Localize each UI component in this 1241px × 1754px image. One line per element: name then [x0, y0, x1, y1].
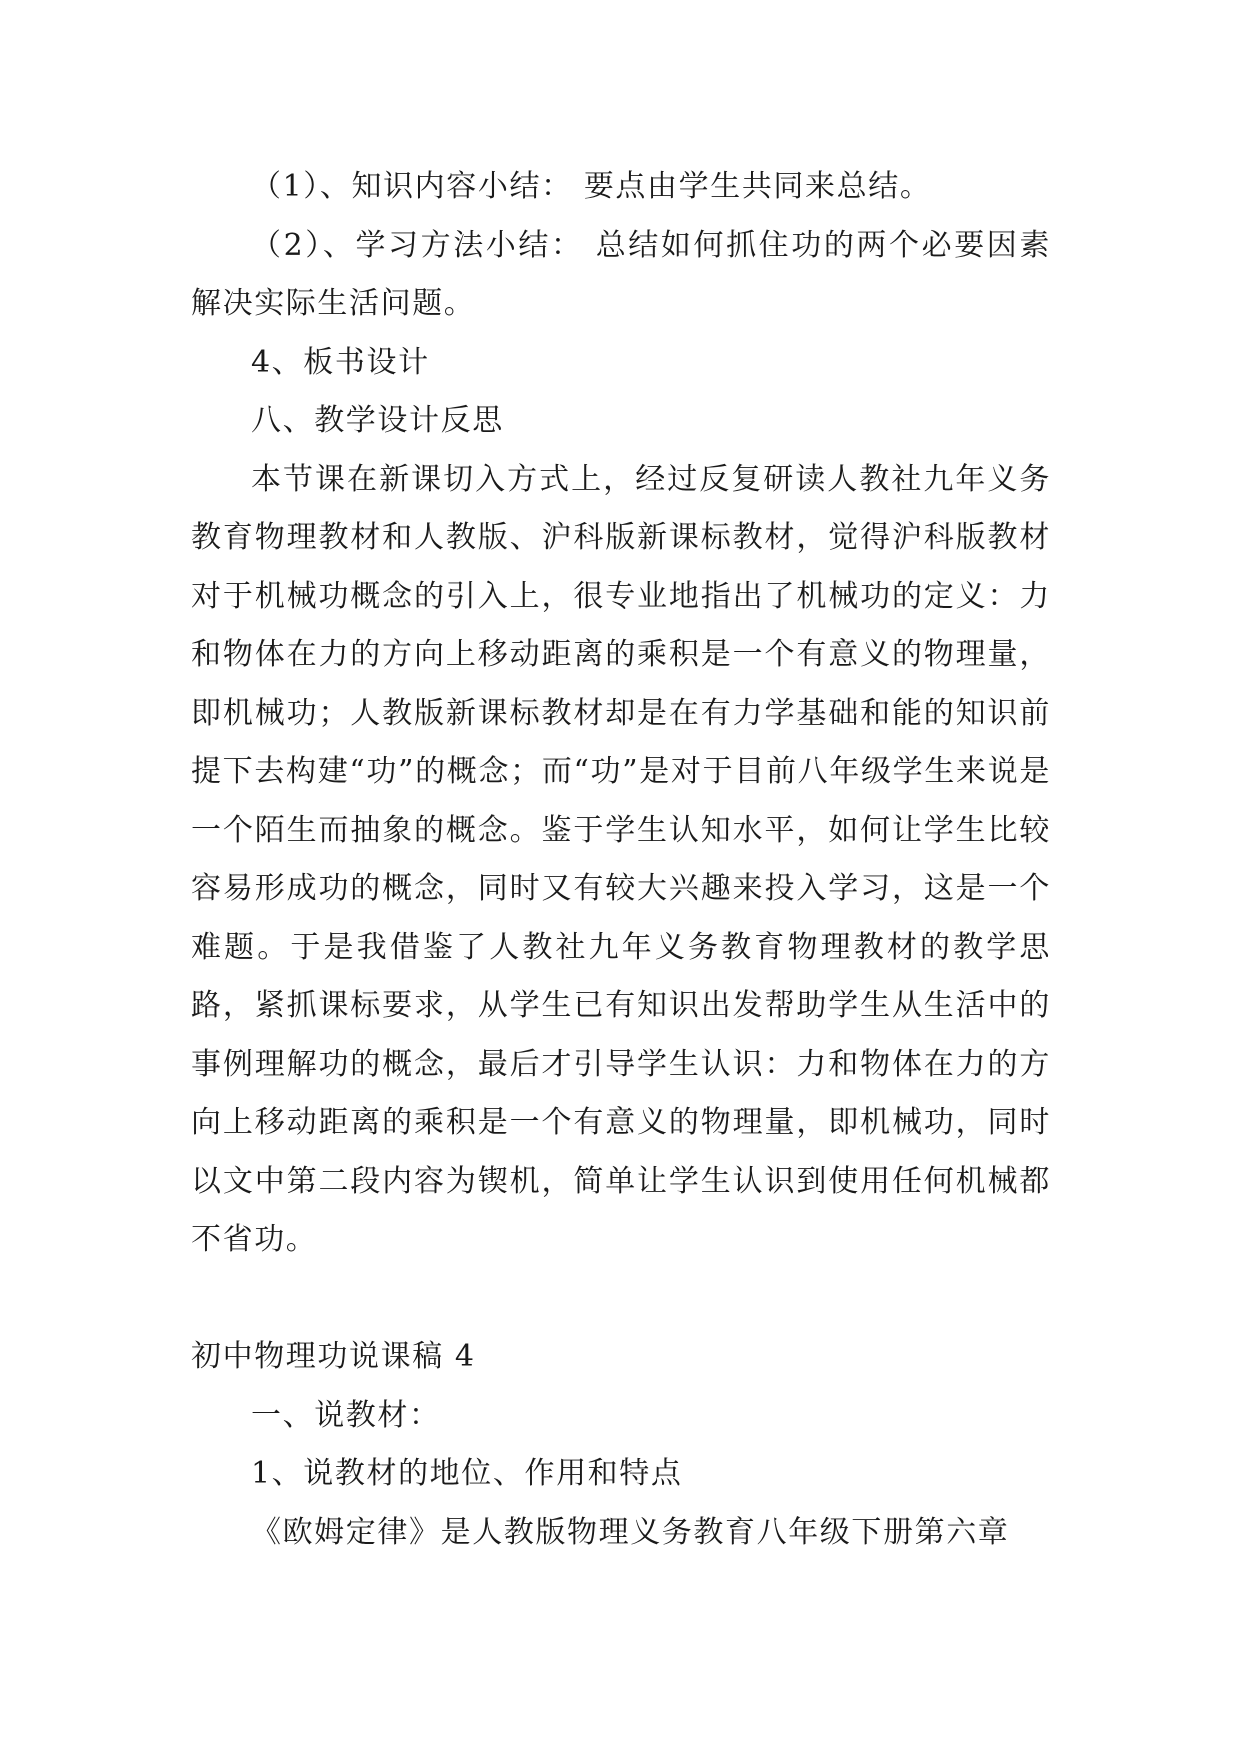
heading-reflection: 八、教学设计反思 [251, 403, 504, 438]
summary-knowledge: （1）、知识内容小结： 要点由学生共同来总结。 [251, 169, 932, 204]
heading-textbook-position: 1、说教材的地位、作用和特点 [251, 1456, 683, 1491]
heading-textbook: 一、说教材： [251, 1397, 441, 1433]
section-title: 初中物理功说课稿 4 [191, 1339, 476, 1374]
summary-method: （2）、学习方法小结： 总结如何抓住功的两个必要因素解决实际生活问题。 [191, 227, 1051, 321]
heading-blackboard-design: 4、板书设计 [251, 344, 430, 380]
textbook-paragraph: 《欧姆定律》是人教版物理义务教育八年级下册第六章 [251, 1514, 1010, 1550]
document-page [191, 158, 1051, 1562]
reflection-paragraph: 本节课在新课切入方式上，经过反复研读人教社九年义务教育物理教材和人教版、沪科版新课标教材，觉得沪科版教材对于机械功概念的引入上，很专业地指出了机械功的定义：力和物体在力的方向上移动距离的乘积是一个有意义的物理量，即机械功；人教版新课标教材却是在有力学基础和能的知识前提下去构建“功”的概念；而“功”是对于目前八年级学生来说是一个陌生而抽象的概念。鉴于学生认知水平，如何让学生比较容易形成功的概念，同时又有较大兴趣来投入学习，这是一个难题。于是我借鉴了人教社九年义务教育物理教材的教学思路，紧抓课标要求，从学生已有知识出发帮助学生从生活中的事例理解功的概念，最后才引导学生认识：力和物体在力的方向上移动距离的乘积是一个有意义的物理量，即机械功，同时以文中第二段内容为锲机，简单让学生认识到使用任何机械都不省功。 [191, 461, 1051, 1257]
section-spacer [191, 1270, 1051, 1329]
